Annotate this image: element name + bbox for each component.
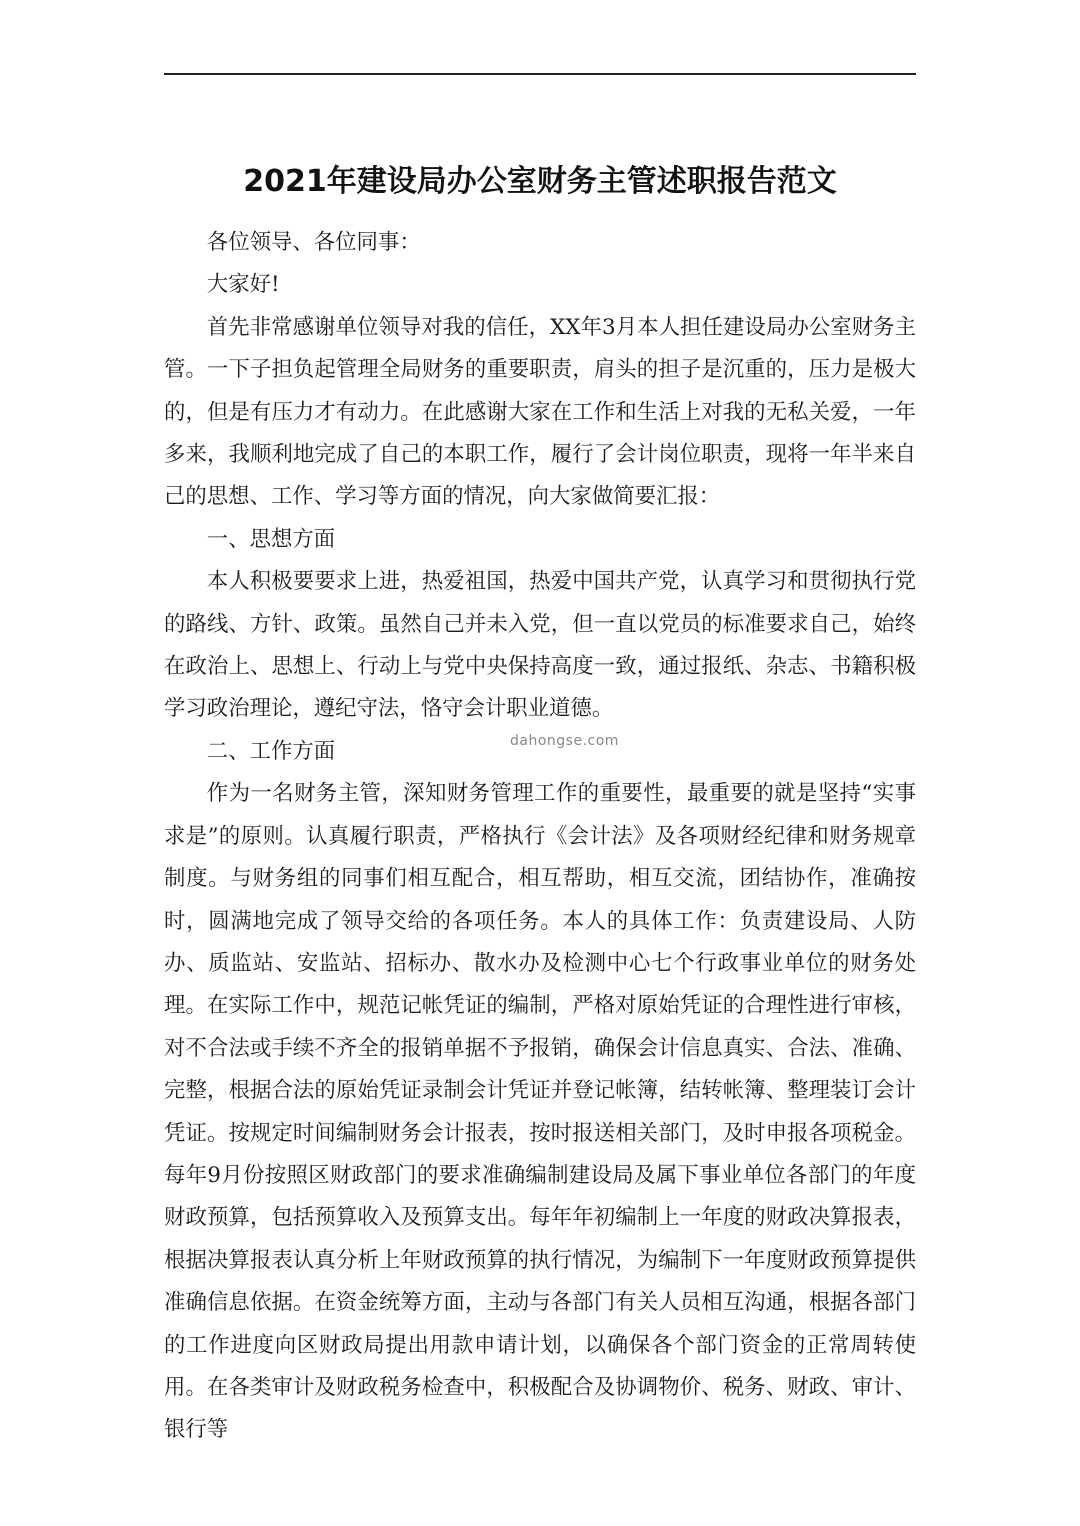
document-body [164, 222, 916, 1452]
paragraph-salutation: 各位领导、各位同事： [206, 230, 421, 255]
header-rule [164, 73, 916, 75]
paragraph-intro: 首先非常感谢单位领导对我的信任，XX年3月本人担任建设局办公室财务主管。一下子担负起管理全局财务的重要职责，肩头的担子是沉重的，压力是极大的，但是有压力才有动力。在此感谢大家在工作和生活上对我的无私关爱，一年多来，我顺利地完成了自己的本职工作，履行了会计岗位职责，现将一年半来自己的思想、工作、学习等方面的情况，向大家做简要汇报： [164, 314, 916, 510]
paragraph-thought: 本人积极要要求上进，热爱祖国，热爱中国共产党，认真学习和贯彻执行党的路线、方针、政策。虽然自己并未入党，但一直以党员的标准要求自己，始终在政治上、思想上、行动上与党中央保持高度一致，通过报纸、杂志、书籍积极学习政治理论，遵纪守法，恪守会计职业道德。 [164, 569, 916, 722]
section-heading-thought: 一、思想方面 [206, 526, 336, 552]
document-title: 2021年建设局办公室财务主管述职报告范文 [243, 164, 837, 199]
paragraph-work: 作为一名财务主管，深知财务管理工作的重要性，最重要的就是坚持“实事求是”的原则。认真履行职责，严格执行《会计法》及各项财经纪律和财务规章制度。与财务组的同事们相互配合，相互帮助，相互交流，团结协作，准确按时，圆满地完成了领导交给的各项任务。本人的具体工作：负责建设局、人防办、质监站、安监站、招标办、散水办及检测中心七个行政事业单位的财务处理。在实际工作中，规范记帐凭证的编制，严格对原始凭证的合理性进行审核，对不合法或手续不齐全的报销单据不予报销，确保会计信息真实、合法、准确、完整，根据合法的原始凭证录制会计凭证并登记帐簿，结转帐簿、整理装订会计凭证。按规定时间编制财务会计报表，按时报送相关部门，及时申报各项税金。每年9月份按照区财政部门的要求准确编制建设局及属下事业单位各部门的年度财政预算，包括预算收入及预算支出。每年年初编制上一年度的财政决算报表，根据决算报表认真分析上年财政预算的执行情况，为编制下一年度财政预算提供准确信息依据。在资金统筹方面，主动与各部门有关人员相互沟通，根据各部门的工作进度向区财政局提出用款申请计划，以确保各个部门资金的正常周转使用。在各类审计及财政税务检查中，积极配合及协调物价、税务、财政、审计、银行等 [164, 781, 916, 1443]
section-heading-work: 二、工作方面 [206, 738, 336, 764]
watermark-text: dahongse.com [510, 733, 619, 749]
paragraph-greeting: 大家好! [206, 272, 280, 298]
